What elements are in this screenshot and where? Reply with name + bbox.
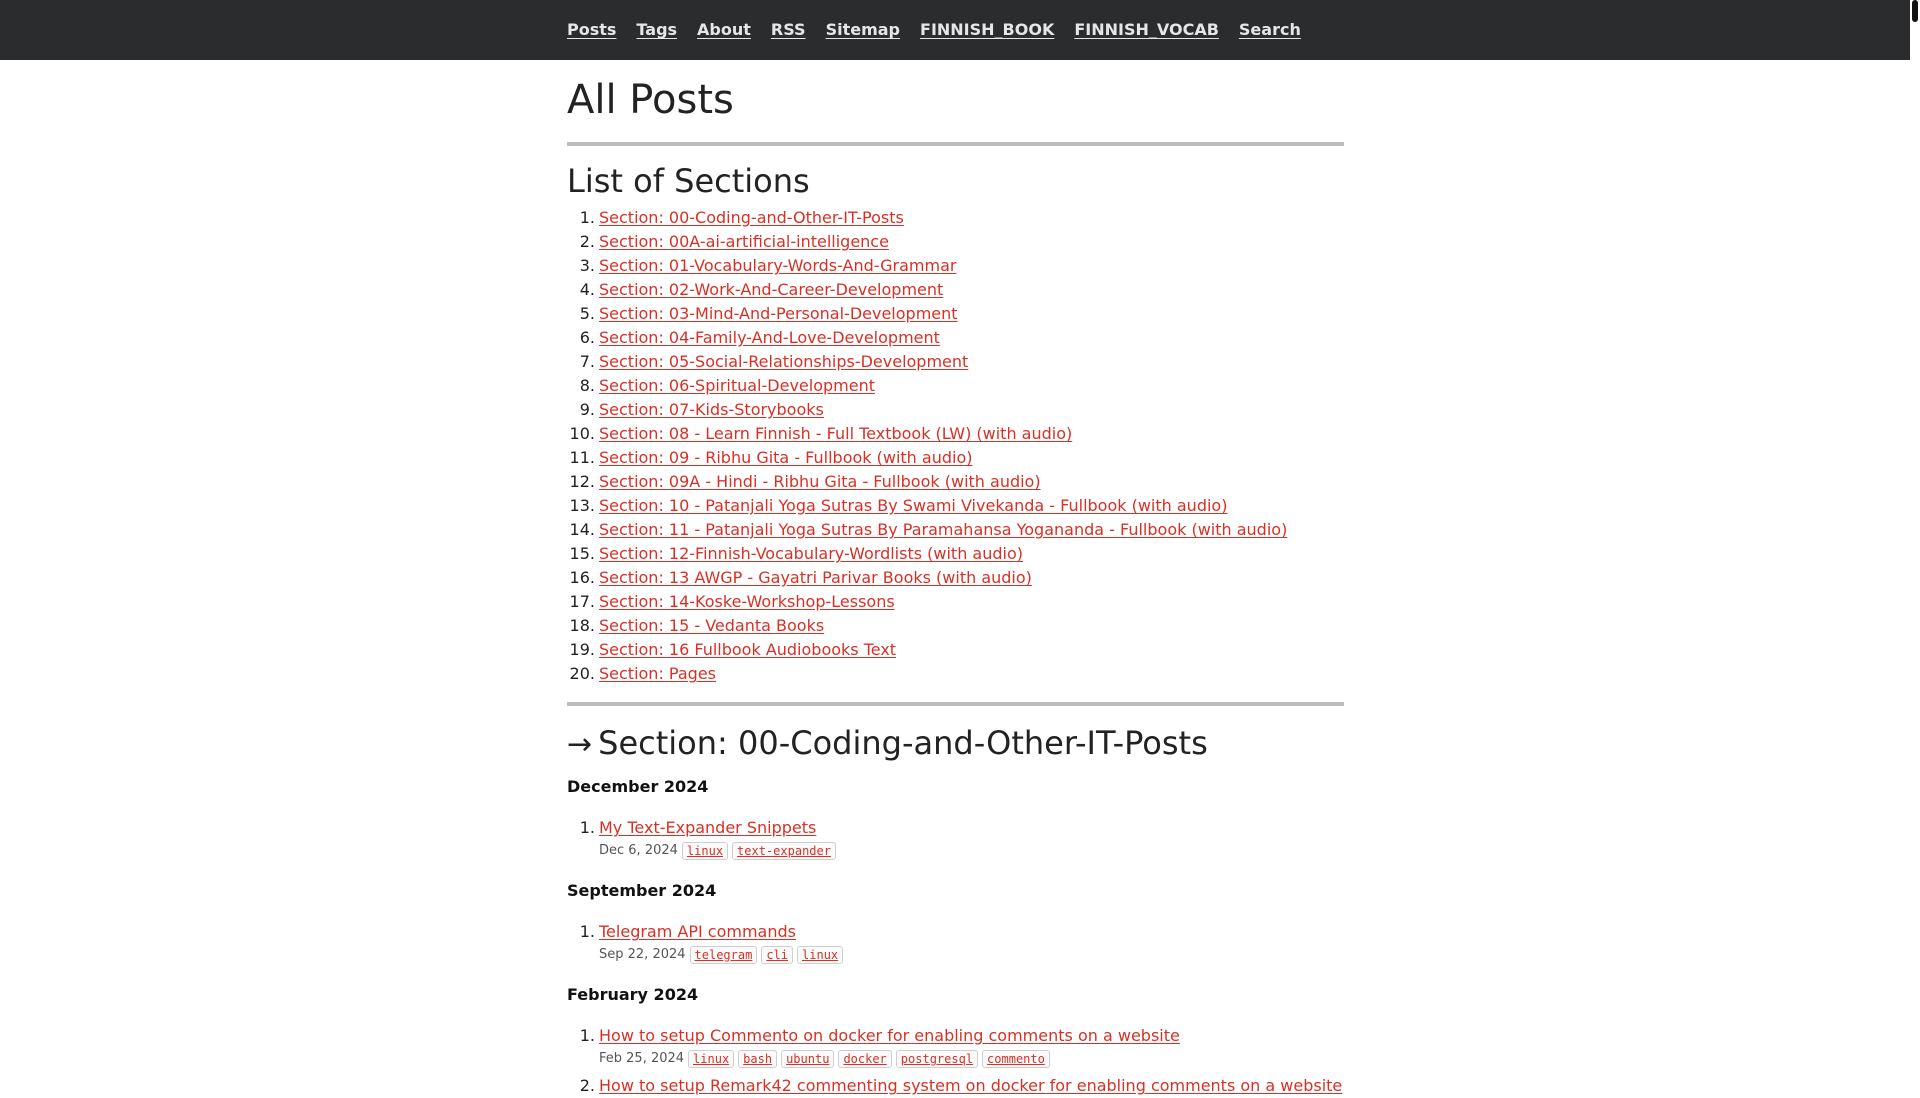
section-link[interactable]: Section: 12-Finnish-Vocabulary-Wordlists (with audio)	[599, 544, 1024, 563]
list-item	[567, 422, 1344, 446]
nav-about-link[interactable]: About	[697, 20, 751, 39]
post-meta	[599, 1048, 1344, 1070]
list-number: 1.	[579, 208, 595, 227]
list-item	[567, 206, 1344, 230]
posts-list	[567, 816, 1344, 862]
list-number: 17.	[569, 592, 595, 611]
tag-link[interactable]: postgresql	[896, 1050, 978, 1068]
list-item	[567, 566, 1344, 590]
main-content	[567, 60, 1344, 1098]
list-number: 18.	[569, 616, 595, 635]
list-number: 1.	[579, 818, 595, 837]
section-link[interactable]: Section: 15 - Vedanta Books	[599, 616, 825, 635]
month-heading: February 2024	[567, 985, 699, 1004]
tag-link[interactable]: cli	[761, 946, 793, 964]
tag-link[interactable]: telegram	[690, 946, 758, 964]
section-link[interactable]: Section: 09 - Ribhu Gita - Fullbook (with audio)	[599, 448, 973, 467]
list-number: 3.	[579, 256, 595, 275]
list-item	[567, 446, 1344, 470]
posts-list	[567, 920, 1344, 966]
nav-sitemap-link[interactable]: Sitemap	[825, 20, 901, 39]
divider	[567, 142, 1344, 146]
section-link[interactable]: Section: 04-Family-And-Love-Development	[599, 328, 940, 347]
post-item	[567, 816, 1344, 862]
list-number: 14.	[569, 520, 595, 539]
tag-link[interactable]: text-expander	[732, 842, 836, 860]
top-navigation-bar	[0, 0, 1910, 60]
post-date: Sep 22, 2024	[599, 947, 686, 962]
section-link[interactable]: Section: 10 - Patanjali Yoga Sutras By Swami Vivekanda - Fullbook (with audio)	[599, 496, 1228, 515]
list-item	[567, 542, 1344, 566]
list-item	[567, 518, 1344, 542]
list-number: 1.	[579, 1026, 595, 1045]
list-number: 8.	[579, 376, 595, 395]
list-number: 12.	[569, 472, 595, 491]
list-item	[567, 374, 1344, 398]
section-link[interactable]: Section: Pages	[599, 664, 716, 683]
list-item	[567, 590, 1344, 614]
page-title: All Posts	[567, 77, 734, 123]
post-meta	[599, 944, 1344, 966]
nav-finnish-book-link[interactable]: FINNISH_BOOK	[920, 20, 1055, 39]
tag-link[interactable]: linux	[682, 842, 728, 860]
nav-posts-link[interactable]: Posts	[567, 20, 617, 39]
list-item	[567, 230, 1344, 254]
list-item	[567, 254, 1344, 278]
nav-finnish-vocab-link[interactable]: FINNISH_VOCAB	[1074, 20, 1219, 39]
nav-rss-link[interactable]: RSS	[770, 20, 806, 39]
main-nav	[567, 19, 1301, 41]
list-number: 19.	[569, 640, 595, 659]
post-link[interactable]: Telegram API commands	[599, 922, 796, 941]
post-meta	[599, 840, 1344, 862]
list-number: 2.	[579, 1076, 595, 1095]
nav-search-link[interactable]: Search	[1238, 20, 1301, 39]
list-item	[567, 614, 1344, 638]
tag-link[interactable]: bash	[738, 1050, 777, 1068]
list-number: 7.	[579, 352, 595, 371]
list-number: 15.	[569, 544, 595, 563]
post-item	[567, 920, 1344, 966]
post-date: Feb 25, 2024	[599, 1051, 685, 1066]
list-item	[567, 662, 1344, 686]
section-link[interactable]: Section: 08 - Learn Finnish - Full Textbook (LW) (with audio)	[599, 424, 1073, 443]
list-number: 1.	[579, 922, 595, 941]
post-item	[567, 1024, 1344, 1070]
tag-link[interactable]: linux	[797, 946, 843, 964]
list-number: 9.	[579, 400, 595, 419]
post-link[interactable]: How to setup Commento on docker for enabling comments on a website	[599, 1026, 1180, 1045]
list-item	[567, 302, 1344, 326]
tag-link[interactable]: commento	[982, 1050, 1050, 1068]
list-number: 10.	[569, 424, 595, 443]
list-number: 11.	[569, 448, 595, 467]
sections-heading: List of Sections	[567, 162, 810, 200]
section-link[interactable]: Section: 07-Kids-Storybooks	[599, 400, 824, 419]
scrollbar-thumb[interactable]	[1912, 0, 1918, 22]
posts-list	[567, 1024, 1344, 1098]
divider	[567, 702, 1344, 706]
section-link[interactable]: Section: 03-Mind-And-Personal-Development	[599, 304, 958, 323]
post-item	[567, 1074, 1344, 1098]
section-link[interactable]: Section: 01-Vocabulary-Words-And-Grammar	[599, 256, 957, 275]
section-link[interactable]: Section: 13 AWGP - Gayatri Parivar Books (with audio)	[599, 568, 1032, 587]
tag-link[interactable]: ubuntu	[781, 1050, 834, 1068]
list-item	[567, 326, 1344, 350]
list-number: 6.	[579, 328, 595, 347]
section-link[interactable]: Section: 06-Spiritual-Development	[599, 376, 875, 395]
month-heading: December 2024	[567, 777, 709, 796]
list-number: 13.	[569, 496, 595, 515]
list-number: 16.	[569, 568, 595, 587]
list-item	[567, 494, 1344, 518]
section-link[interactable]: Section: 16 Fullbook Audiobooks Text	[599, 640, 897, 659]
post-link[interactable]: How to setup Remark42 commenting system on docker for enabling comments on a website	[599, 1076, 1343, 1095]
current-section-title: Section: 00-Coding-and-Other-IT-Posts	[598, 724, 1208, 762]
post-date: Dec 6, 2024	[599, 843, 678, 858]
section-link[interactable]: Section: 00A-ai-artificial-intelligence	[599, 232, 889, 251]
tag-link[interactable]: linux	[688, 1050, 734, 1068]
list-item	[567, 278, 1344, 302]
post-link[interactable]: My Text-Expander Snippets	[599, 818, 817, 837]
section-link[interactable]: Section: 05-Social-Relationships-Development	[599, 352, 969, 371]
list-number: 4.	[579, 280, 595, 299]
page-scrollbar[interactable]	[1910, 0, 1920, 1080]
section-link[interactable]: Section: 11 - Patanjali Yoga Sutras By Paramahansa Yogananda - Fullbook (with audio)	[599, 520, 1288, 539]
list-item	[567, 638, 1344, 662]
section-link[interactable]: Section: 09A - Hindi - Ribhu Gita - Fullbook (with audio)	[599, 472, 1041, 491]
tag-link[interactable]: docker	[838, 1050, 891, 1068]
section-link[interactable]: Section: 14-Koske-Workshop-Lessons	[599, 592, 895, 611]
arrow-right-icon: →	[567, 727, 593, 762]
list-number: 20.	[569, 664, 595, 683]
sections-list	[567, 206, 1344, 686]
current-section-heading	[567, 724, 1344, 764]
month-heading: September 2024	[567, 881, 717, 900]
section-link[interactable]: Section: 00-Coding-and-Other-IT-Posts	[599, 208, 904, 227]
list-item	[567, 350, 1344, 374]
nav-tags-link[interactable]: Tags	[636, 20, 678, 39]
section-link[interactable]: Section: 02-Work-And-Career-Development	[599, 280, 944, 299]
list-item	[567, 470, 1344, 494]
list-number: 2.	[579, 232, 595, 251]
list-item	[567, 398, 1344, 422]
list-number: 5.	[579, 304, 595, 323]
